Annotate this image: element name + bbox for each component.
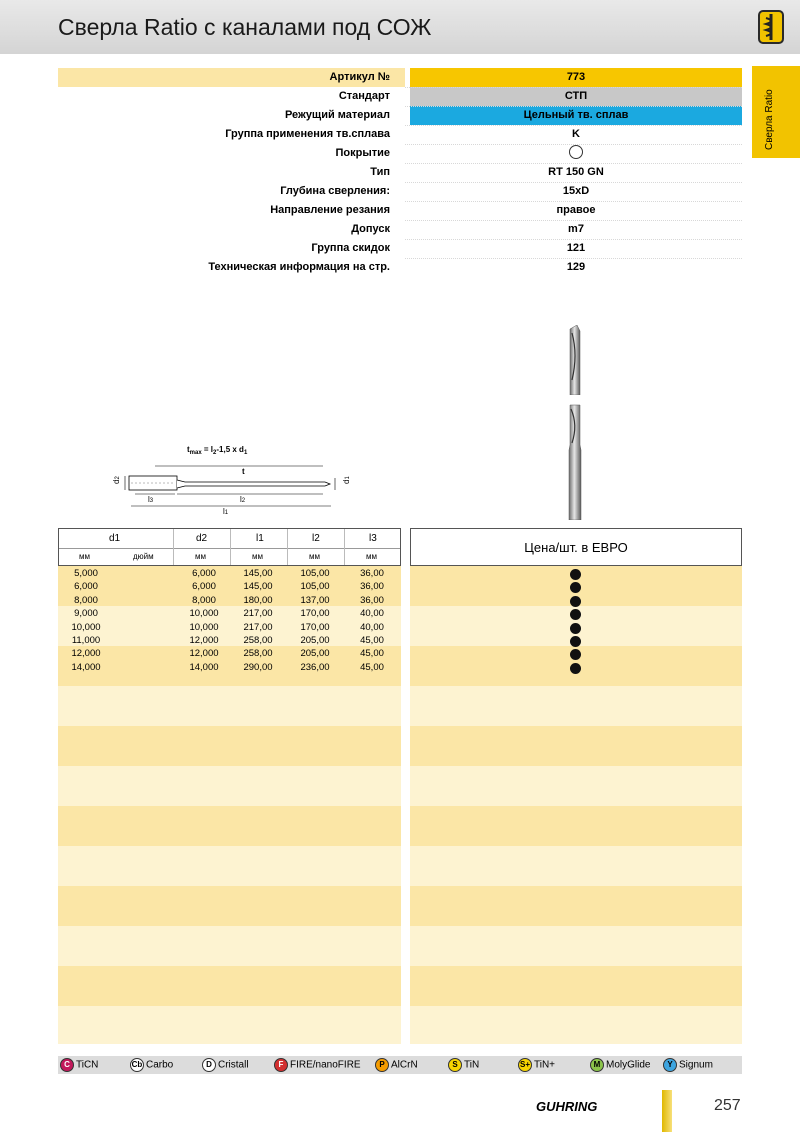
unit-mm: мм (195, 552, 206, 561)
coating-badge-icon: C (60, 1058, 74, 1072)
spec-label: Артикул № (329, 71, 390, 83)
table-row[interactable] (58, 648, 401, 661)
unit-inch: дюйм (133, 552, 154, 561)
availability-dot-icon[interactable] (570, 569, 581, 580)
availability-dot-icon[interactable] (570, 623, 581, 634)
cell-d2: 12,000 (189, 648, 219, 660)
spec-value: правое (410, 201, 742, 220)
cell-l3: 45,00 (360, 661, 384, 673)
unit-mm: мм (252, 552, 263, 561)
spec-value: СТП (410, 87, 742, 106)
cell-l2: 105,00 (300, 581, 330, 593)
spec-row (58, 182, 742, 201)
table-band (410, 806, 742, 846)
legend-item (448, 1058, 479, 1072)
table-band (410, 886, 742, 926)
col-l1: l1 (256, 533, 264, 544)
spec-row (58, 201, 742, 220)
legend-label: TiN+ (534, 1059, 556, 1071)
spec-label: Режущий материал (284, 109, 390, 121)
spec-row (58, 87, 742, 106)
table-band (58, 966, 401, 1006)
cell-l3: 36,00 (360, 594, 384, 606)
unit-mm: мм (366, 552, 377, 561)
legend-label: TiCN (76, 1059, 99, 1071)
dimension-diagram (95, 440, 365, 520)
cell-l1: 258,00 (243, 648, 273, 660)
coating-badge-icon: F (274, 1058, 288, 1072)
dimensions-table-header (58, 528, 401, 566)
spec-label: Глубина сверления: (280, 185, 390, 197)
cell-d2: 14,000 (189, 661, 219, 673)
spec-value: 121 (410, 239, 742, 258)
spec-row (58, 258, 742, 277)
table-row[interactable] (58, 662, 401, 675)
legend-label: AlCrN (391, 1059, 418, 1071)
spec-value: 129 (410, 258, 742, 277)
coating-badge-icon: M (590, 1058, 604, 1072)
legend-item (60, 1058, 98, 1072)
cell-l2: 170,00 (300, 608, 330, 620)
availability-dot-icon[interactable] (570, 596, 581, 607)
table-band (58, 886, 401, 926)
coating-badge-icon: Y (663, 1058, 677, 1072)
table-band (58, 806, 401, 846)
legend-item (375, 1058, 418, 1072)
spec-label: Направление резания (270, 204, 390, 216)
cell-l3: 36,00 (360, 568, 384, 579)
cell-d2: 6,000 (192, 568, 216, 579)
t-label: t (242, 467, 245, 476)
spec-value (410, 144, 742, 163)
col-d1: d1 (109, 533, 121, 544)
cell-d2: 8,000 (192, 594, 216, 606)
spec-row (58, 239, 742, 258)
cell-d1: 12,000 (71, 648, 101, 660)
cell-l2: 205,00 (300, 648, 330, 660)
cell-l3: 45,00 (360, 648, 384, 660)
cell-d2: 12,000 (189, 635, 219, 646)
cell-d1: 6,000 (74, 581, 98, 593)
legend-item (518, 1058, 555, 1072)
cell-l3: 45,00 (360, 635, 384, 646)
cell-d1: 10,000 (71, 621, 101, 633)
spec-row (58, 106, 742, 125)
col-l3: l3 (369, 533, 377, 544)
spec-value: K (410, 125, 742, 144)
coating-badge-icon: S (448, 1058, 462, 1072)
table-band (410, 966, 742, 1006)
spec-row (58, 220, 742, 239)
table-band (410, 926, 742, 966)
cell-l3: 40,00 (360, 608, 384, 620)
coating-badge-icon: Cb (130, 1058, 144, 1072)
legend-label: FIRE/nanoFIRE (290, 1059, 361, 1071)
table-band (58, 766, 401, 806)
legend-item (274, 1058, 361, 1072)
footer-accent (662, 1090, 672, 1132)
cell-l1: 217,00 (243, 621, 273, 633)
coating-legend (58, 1056, 742, 1074)
spec-row (58, 68, 742, 87)
table-row[interactable] (58, 622, 401, 635)
cell-d1: 5,000 (74, 568, 98, 579)
spec-label: Допуск (351, 223, 390, 235)
spec-row (58, 125, 742, 144)
spec-label: Группа скидок (311, 242, 390, 254)
table-band (410, 686, 742, 726)
unit-mm: мм (79, 552, 90, 561)
legend-item (663, 1058, 713, 1072)
spec-value: m7 (410, 220, 742, 239)
section-tab[interactable] (752, 66, 800, 158)
legend-item (202, 1058, 249, 1072)
price-header: Цена/шт. в ЕВРО (410, 528, 742, 566)
spec-value: 773 (410, 68, 742, 87)
spec-label: Техническая информация на стр. (208, 261, 390, 273)
availability-dot-icon[interactable] (570, 636, 581, 647)
no-coating-icon (569, 145, 583, 159)
table-band (58, 1006, 401, 1044)
section-tab-label: Сверла Ratio (764, 89, 775, 150)
coating-badge-icon: S+ (518, 1058, 532, 1072)
cell-l3: 40,00 (360, 621, 384, 633)
table-row[interactable] (58, 581, 401, 594)
legend-label: Carbo (146, 1059, 174, 1071)
page-header (0, 0, 800, 54)
cell-d1: 14,000 (71, 661, 101, 673)
legend-label: Signum (679, 1059, 713, 1071)
drill-image (560, 325, 590, 520)
availability-dot-icon[interactable] (570, 663, 581, 674)
legend-label: MolyGlide (606, 1059, 651, 1071)
legend-label: Cristall (218, 1059, 249, 1071)
brand-logo: GUHRING (536, 1099, 598, 1114)
cell-l1: 145,00 (243, 581, 273, 593)
spec-label: Стандарт (338, 90, 390, 102)
spec-label: Группа применения тв.сплава (225, 128, 390, 140)
cell-d2: 10,000 (189, 621, 219, 633)
cell-l3: 36,00 (360, 581, 384, 593)
cell-l1: 180,00 (243, 594, 273, 606)
l2-label: l2 (240, 495, 246, 504)
spec-row (58, 163, 742, 182)
table-row[interactable] (58, 568, 401, 581)
table-band (410, 1006, 742, 1044)
legend-item (590, 1058, 650, 1072)
table-band (58, 686, 401, 726)
cell-l2: 236,00 (300, 661, 330, 673)
cell-l2: 205,00 (300, 635, 330, 646)
coating-badge-icon: P (375, 1058, 389, 1072)
table-row[interactable] (58, 595, 401, 608)
cell-d2: 6,000 (192, 581, 216, 593)
cell-l2: 105,00 (300, 568, 330, 579)
table-band (410, 726, 742, 766)
cell-l1: 145,00 (243, 568, 273, 579)
spec-row (58, 144, 742, 163)
d1-label: d1 (342, 476, 351, 484)
spec-label: Покрытие (335, 147, 390, 159)
l1-label: l1 (223, 507, 229, 516)
cell-l1: 290,00 (243, 661, 273, 673)
table-band (58, 846, 401, 886)
cell-l2: 137,00 (300, 594, 330, 606)
spec-value: RT 150 GN (410, 163, 742, 182)
cell-l1: 258,00 (243, 635, 273, 646)
legend-item (130, 1058, 173, 1072)
table-row[interactable] (58, 635, 401, 648)
drill-logo-icon (758, 10, 784, 44)
spec-value: Цельный тв. сплав (410, 106, 742, 125)
spec-value: 15xD (410, 182, 742, 201)
col-l2: l2 (312, 533, 320, 544)
cell-l1: 217,00 (243, 608, 273, 620)
page-number: 257 (714, 1097, 741, 1114)
col-d2: d2 (196, 533, 208, 544)
l3-label: l3 (148, 495, 154, 504)
unit-mm: мм (309, 552, 320, 561)
table-band (410, 766, 742, 806)
cell-l2: 170,00 (300, 621, 330, 633)
cell-d1: 11,000 (71, 635, 101, 646)
legend-label: TiN (464, 1059, 480, 1071)
coating-badge-icon: D (202, 1058, 216, 1072)
table-band (410, 846, 742, 886)
table-band (58, 726, 401, 766)
cell-d2: 10,000 (189, 608, 219, 620)
d2-label: d2 (112, 476, 121, 484)
page-title: Сверла Ratio с каналами под СОЖ (58, 14, 432, 40)
cell-d1: 8,000 (74, 594, 98, 606)
formula-label: $t_{max} = l_2-1,5$ x $d_1$ (187, 445, 248, 456)
table-row[interactable] (58, 608, 401, 621)
cell-d1: 9,000 (74, 608, 98, 620)
spec-label: Тип (370, 166, 390, 178)
table-band (58, 926, 401, 966)
